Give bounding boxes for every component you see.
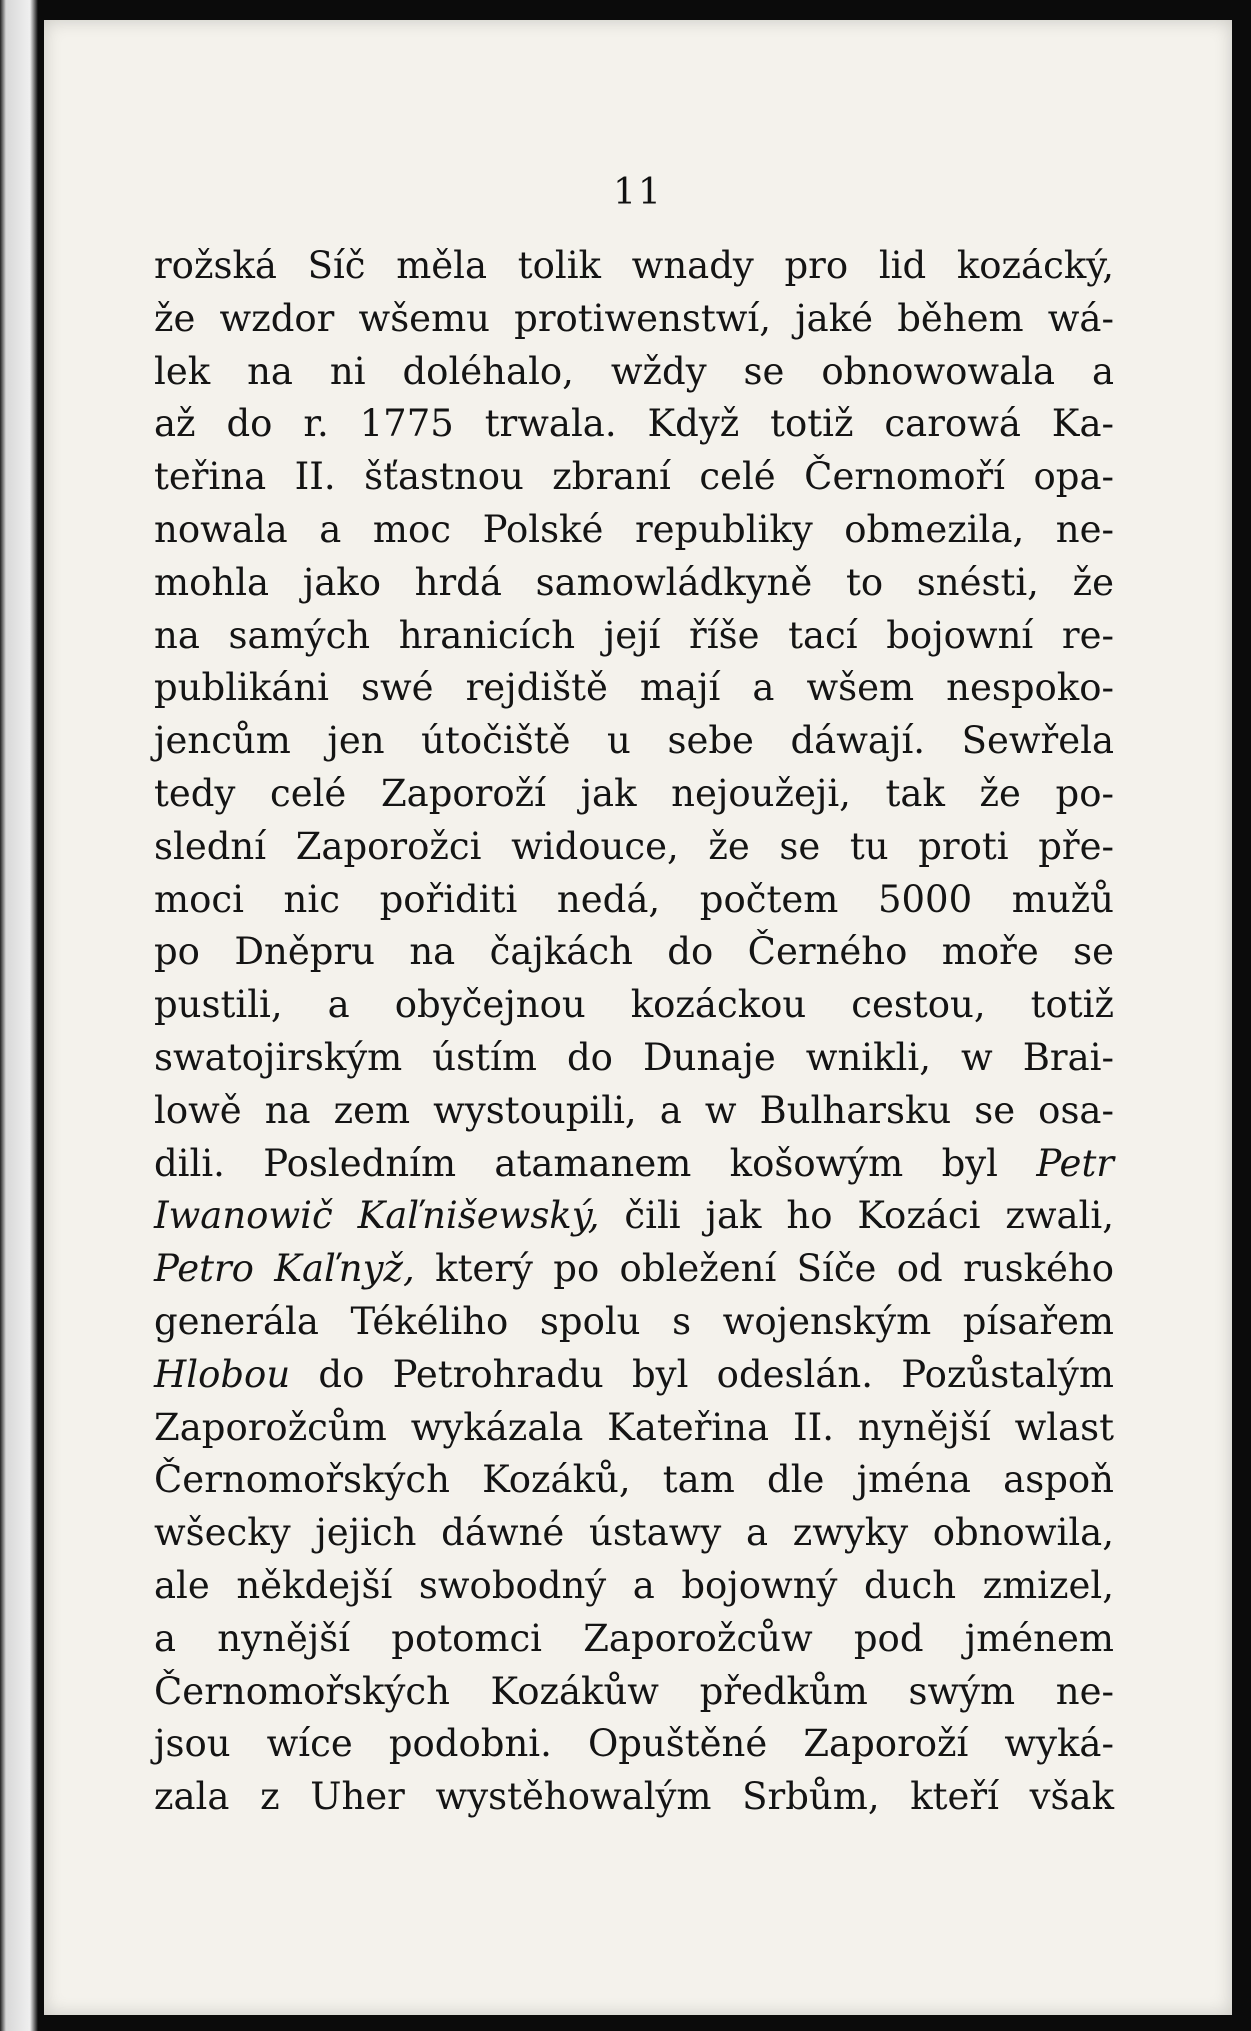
page-number: 11 — [613, 172, 663, 213]
italic-name: Petr — [1036, 1141, 1114, 1185]
text-line: ale někdejší swobodný a bojowný duch zmizel, — [154, 1563, 1114, 1607]
text-line: na samých hranicích její říše tací bojowní re- — [154, 613, 1114, 657]
text-line: Černomořských Kozáků, tam dle jména aspoň — [154, 1458, 1114, 1502]
text-line: po Dněpru na čajkách do Černého moře se — [154, 930, 1114, 974]
text-line: nowala a moc Polské republiky obmezila, ne- — [154, 507, 1114, 551]
text-line: generála Tékéliho spolu s wojenským písařem — [154, 1299, 1114, 1343]
text-line: tedy celé Zaporoží jak nejoužeji, tak že po- — [154, 771, 1114, 815]
text-line: slední Zaporožci widouce, že se tu proti pře- — [154, 824, 1114, 868]
text-line: jsou wíce podobni. Opuštěné Zaporoží wyká- — [154, 1722, 1114, 1766]
book-page — [44, 20, 1232, 2015]
text-line: Zaporožcům wykázala Kateřina II. nynější wlast — [154, 1405, 1114, 1449]
text-line: až do r. 1775 trwala. Když totiž carowá Ka- — [154, 402, 1114, 446]
text-line: že wzdor wšemu protiwenstwí, jaké během wá- — [154, 296, 1114, 340]
text-line: pustili, a obyčejnou kozáckou cestou, totiž — [154, 983, 1114, 1027]
text-line: zala z Uher wystěhowalým Srbům, kteří však — [154, 1775, 1114, 1819]
text-line: lek na ni doléhalo, wždy se obnowowala a — [154, 349, 1114, 393]
text-line: teřina II. šťastnou zbraní celé Černomoří opa- — [154, 455, 1114, 499]
text-line: Hlobou do Petrohradu byl odeslán. Pozůstalým — [154, 1352, 1114, 1396]
text-line: publikáni swé rejdiště mají a wšem nespoko- — [154, 666, 1114, 710]
scan-left-edge — [0, 0, 44, 2031]
italic-name: Iwanowič Kaľnišewský, — [154, 1194, 600, 1238]
text-line: mohla jako hrdá samowládkyně to snésti, že — [154, 560, 1114, 604]
italic-name: Hlobou — [154, 1352, 291, 1396]
text-line: wšecky jejich dáwné ústawy a zwyky obnowila, — [154, 1511, 1114, 1555]
text-line: a nynější potomci Zaporožcůw pod jménem — [154, 1616, 1114, 1660]
text-line: rožská Síč měla tolik wnady pro lid kozácký, — [154, 244, 1114, 287]
text-line: Iwanowič Kaľnišewský, čili jak ho Kozáci zwali, — [154, 1194, 1114, 1238]
text-line: moci nic pořiditi nedá, počtem 5000 mužů — [154, 877, 1114, 921]
text-line: dili. Posledním atamanem košowým byl Petr — [154, 1141, 1114, 1185]
text-line: Černomořských Kozákůw předkům swým ne- — [154, 1669, 1114, 1713]
text-line: Petro Kaľnyž, který po obležení Síče od ruského — [154, 1247, 1114, 1291]
italic-name: Petro Kaľnyž, — [154, 1247, 415, 1291]
text-line: lowě na zem wystoupili, a w Bulharsku se osa- — [154, 1088, 1114, 1132]
text-line: swatojirským ústím do Dunaje wnikli, w Brai- — [154, 1035, 1114, 1079]
body-text — [154, 240, 1114, 1824]
text-line: jencům jen útočiště u sebe dáwají. Sewřela — [154, 719, 1114, 763]
